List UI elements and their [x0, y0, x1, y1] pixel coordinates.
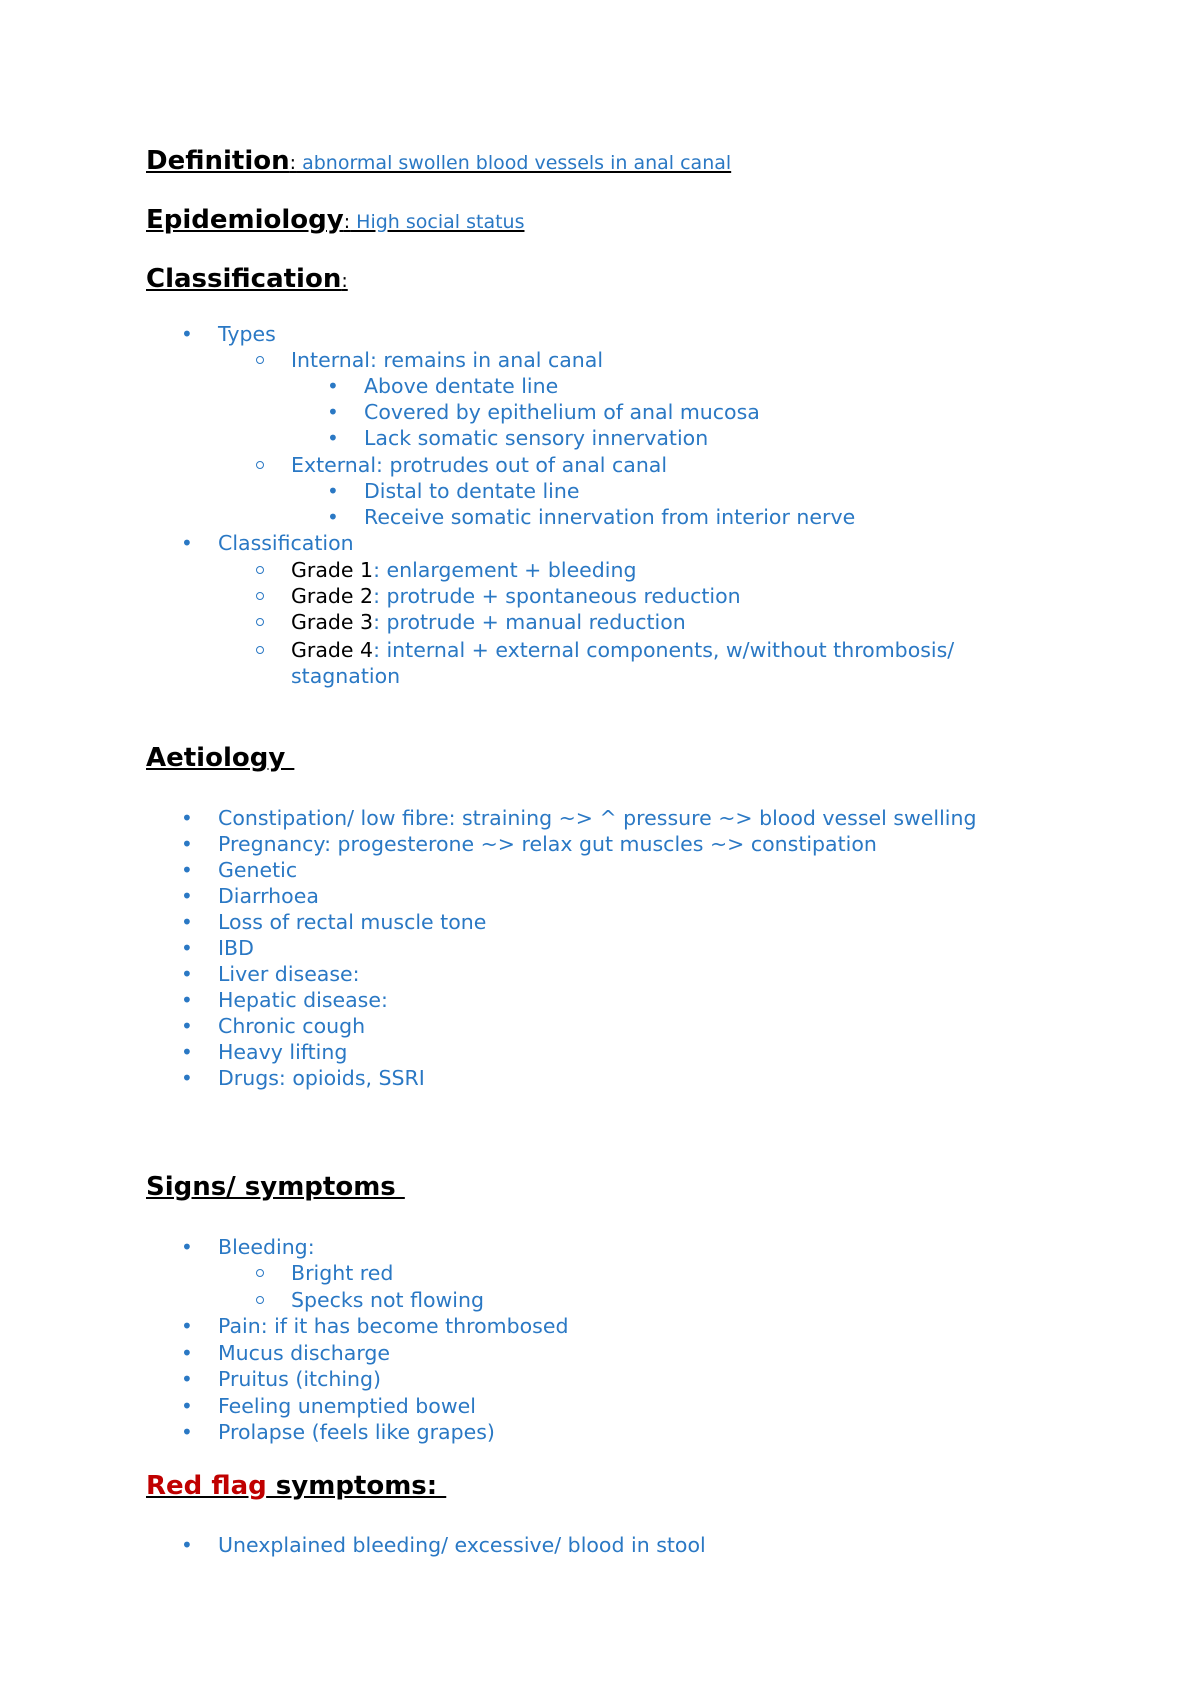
bullet-icon: • — [181, 832, 193, 856]
bullet-icon: • — [181, 1393, 193, 1418]
bullet-icon: • — [181, 1533, 193, 1557]
list-item-text: Loss of rectal muscle tone — [218, 910, 487, 934]
definition-text: abnormal swollen blood vessels in anal canal — [296, 152, 732, 174]
circle-bullet-icon — [256, 356, 264, 364]
redflag-heading — [146, 1471, 446, 1502]
bullet-icon: • — [181, 962, 193, 986]
list-item-text: Pregnancy: progesterone ~> relax gut muscles ~> constipation — [218, 832, 877, 856]
redflag-rest-label: symptoms: — [266, 1471, 447, 1501]
list-item-text: IBD — [218, 936, 254, 960]
list-item-text: Mucus discharge — [218, 1340, 391, 1365]
bullet-icon: • — [181, 1367, 193, 1391]
aetiology-heading: Aetiology — [146, 743, 295, 773]
list-item-text: Constipation/ low fibre: straining ~> ^ pressure ~> blood vessel swelling — [218, 806, 977, 830]
list-item-text: Drugs: opioids, SSRI — [218, 1066, 425, 1090]
definition-line — [146, 146, 731, 177]
bullet-icon: • — [181, 1235, 193, 1259]
list-item-text: Prolapse (feels like grapes) — [218, 1420, 495, 1444]
list-item-text: Distal to dentate line — [364, 479, 580, 503]
epidemiology-colon: : — [343, 211, 351, 233]
list-item-text: Covered by epithelium of anal mucosa — [364, 400, 760, 424]
circle-bullet-icon — [256, 461, 264, 469]
epidemiology-heading: Epidemiology — [146, 205, 344, 235]
list-item-text: stagnation — [291, 664, 401, 688]
circle-bullet-icon — [256, 1269, 264, 1277]
list-item-text: Lack somatic sensory innervation — [364, 426, 709, 450]
definition-heading: Definition — [146, 146, 290, 176]
circle-bullet-icon — [256, 566, 264, 574]
list-item-text: Types — [218, 322, 276, 346]
list-item-text: Pain: if it has become thrombosed — [218, 1314, 569, 1338]
list-item-text: Genetic — [218, 858, 298, 882]
list-item-text: Classification — [218, 531, 354, 555]
bullet-icon: • — [181, 884, 193, 908]
circle-bullet-icon — [256, 646, 264, 654]
bullet-icon: • — [181, 1340, 193, 1365]
list-item-text: Receive somatic innervation from interior nerve — [364, 505, 856, 529]
definition-colon: : — [289, 152, 297, 174]
list-item-text: Diarrhoea — [218, 884, 319, 908]
list-item-text: External: protrudes out of anal canal — [291, 453, 668, 477]
bullet-icon: • — [181, 988, 193, 1012]
classification-line — [146, 264, 348, 295]
bullet-icon: • — [181, 1040, 193, 1064]
list-item-text: Feeling unemptied bowel — [218, 1393, 476, 1418]
bullet-icon: • — [181, 1420, 193, 1444]
list-item-text: Pruitus (itching) — [218, 1367, 382, 1391]
epidemiology-text: High social status — [350, 211, 525, 233]
circle-bullet-icon — [256, 1296, 264, 1304]
circle-bullet-icon — [256, 592, 264, 600]
classification-heading: Classification — [146, 264, 342, 294]
bullet-icon: • — [181, 1014, 193, 1038]
bullet-icon: • — [181, 322, 193, 346]
classification-colon: : — [341, 270, 348, 292]
list-item-text: Grade 2: protrude + spontaneous reduction — [291, 584, 741, 608]
list-item-text: Internal: remains in anal canal — [291, 348, 604, 372]
bullet-icon: • — [327, 426, 339, 450]
bullet-icon: • — [327, 479, 339, 503]
list-item-text: Unexplained bleeding/ excessive/ blood in stool — [218, 1533, 706, 1557]
bullet-icon: • — [181, 910, 193, 934]
bullet-icon: • — [181, 858, 193, 882]
list-item-text: Liver disease: — [218, 962, 360, 986]
list-item-text: Bright red — [291, 1261, 394, 1285]
list-item-text: Specks not flowing — [291, 1288, 484, 1312]
list-item-text: Heavy lifting — [218, 1040, 348, 1064]
list-item-text: Above dentate line — [364, 374, 559, 398]
list-item-text: Grade 3: protrude + manual reduction — [291, 610, 686, 634]
bullet-icon: • — [181, 806, 193, 830]
redflag-red-label: Red flag — [146, 1471, 267, 1501]
bullet-icon: • — [181, 531, 193, 555]
epidemiology-line — [146, 205, 524, 236]
circle-bullet-icon — [256, 618, 264, 626]
list-item-text: Grade 4: internal + external components, w/without thrombosis/ — [291, 638, 955, 662]
bullet-icon: • — [327, 374, 339, 398]
bullet-icon: • — [181, 1314, 193, 1338]
bullet-icon: • — [327, 400, 339, 424]
bullet-icon: • — [181, 936, 193, 960]
signs-heading: Signs/ symptoms — [146, 1172, 405, 1202]
list-item-text: Chronic cough — [218, 1014, 366, 1038]
list-item-text: Grade 1: enlargement + bleeding — [291, 558, 637, 582]
bullet-icon: • — [327, 505, 339, 529]
list-item-text: Bleeding: — [218, 1235, 315, 1259]
bullet-icon: • — [181, 1066, 193, 1090]
list-item-text: Hepatic disease: — [218, 988, 388, 1012]
